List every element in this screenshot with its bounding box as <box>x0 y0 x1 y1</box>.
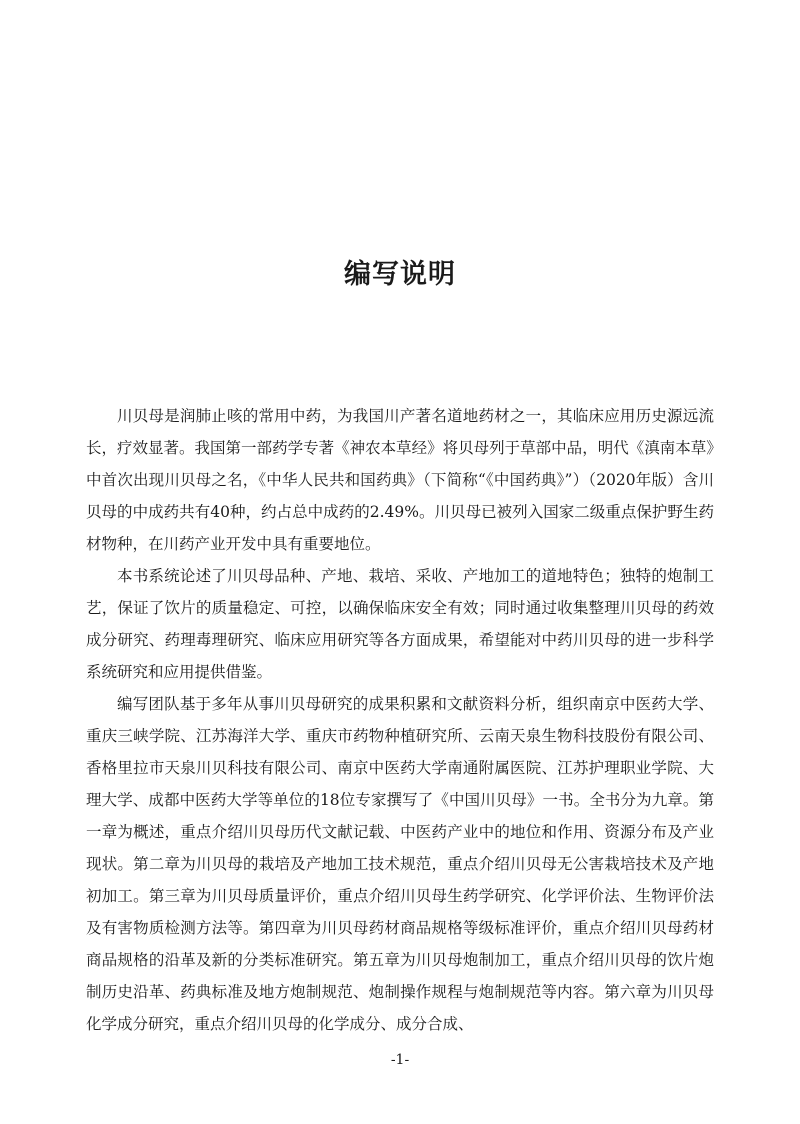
page-title: 编写说明 <box>344 259 456 290</box>
paragraph-2: 本书系统论述了川贝母品种、产地、栽培、采收、产地加工的道地特色；独特的炮制工艺，保证了饮片的质量稳定、可控，以确保临床安全有效；同时通过收集整理川贝母的药效成分研究、药理毒理研究、临床应用研究等各方面成果，希望能对中药川贝母的进一步科学系统研究和应用提供借鉴。 <box>86 567 714 681</box>
paragraph-1: 川贝母是润肺止咳的常用中药，为我国川产著名道地药材之一，其临床应用历史源远流长，疗效显著。我国第一部药学专著《神农本草经》将贝母列于草部中品，明代《滇南本草》中首次出现川贝母之名，《中华人民共和国药典》（下简称“《中国药典》”）（2020年版）含川贝母的中成药共有40种，约占总中成药的2.49%。川贝母已被列入国家二级重点保护野生药材物种，在川药产业开发中具有重要地位。 <box>86 407 714 553</box>
body-text <box>86 400 714 1040</box>
paragraph-3: 编写团队基于多年从事川贝母研究的成果积累和文献资料分析，组织南京中医药大学、重庆三峡学院、江苏海洋大学、重庆市药物种植研究所、云南天泉生物科技股份有限公司、香格里拉市天泉川贝科技有限公司、南京中医药大学南通附属医院、江苏护理职业学院、大理大学、成都中医药大学等单位的18位专家撰写了《中国川贝母》一书。全书分为九章。第一章为概述，重点介绍川贝母历代文献记载、中医药产业中的地位和作用、资源分布及产业现状。第二章为川贝母的栽培及产地加工技术规范，重点介绍川贝母无公害栽培技术及产地初加工。第三章为川贝母质量评价，重点介绍川贝母生药学研究、化学评价法、生物评价法及有害物质检测方法等。第四章为川贝母药材商品规格等级标准评价，重点介绍川贝母药材商品规格的沿革及新的分类标准研究。第五章为川贝母炮制加工，重点介绍川贝母的饮片炮制历史沿革、药典标准及地方炮制规范、炮制操作规程与炮制规范等内容。第六章为川贝母化学成分研究，重点介绍川贝母的化学成分、成分合成、 <box>86 695 714 1033</box>
page-number: -1- <box>390 1052 410 1068</box>
